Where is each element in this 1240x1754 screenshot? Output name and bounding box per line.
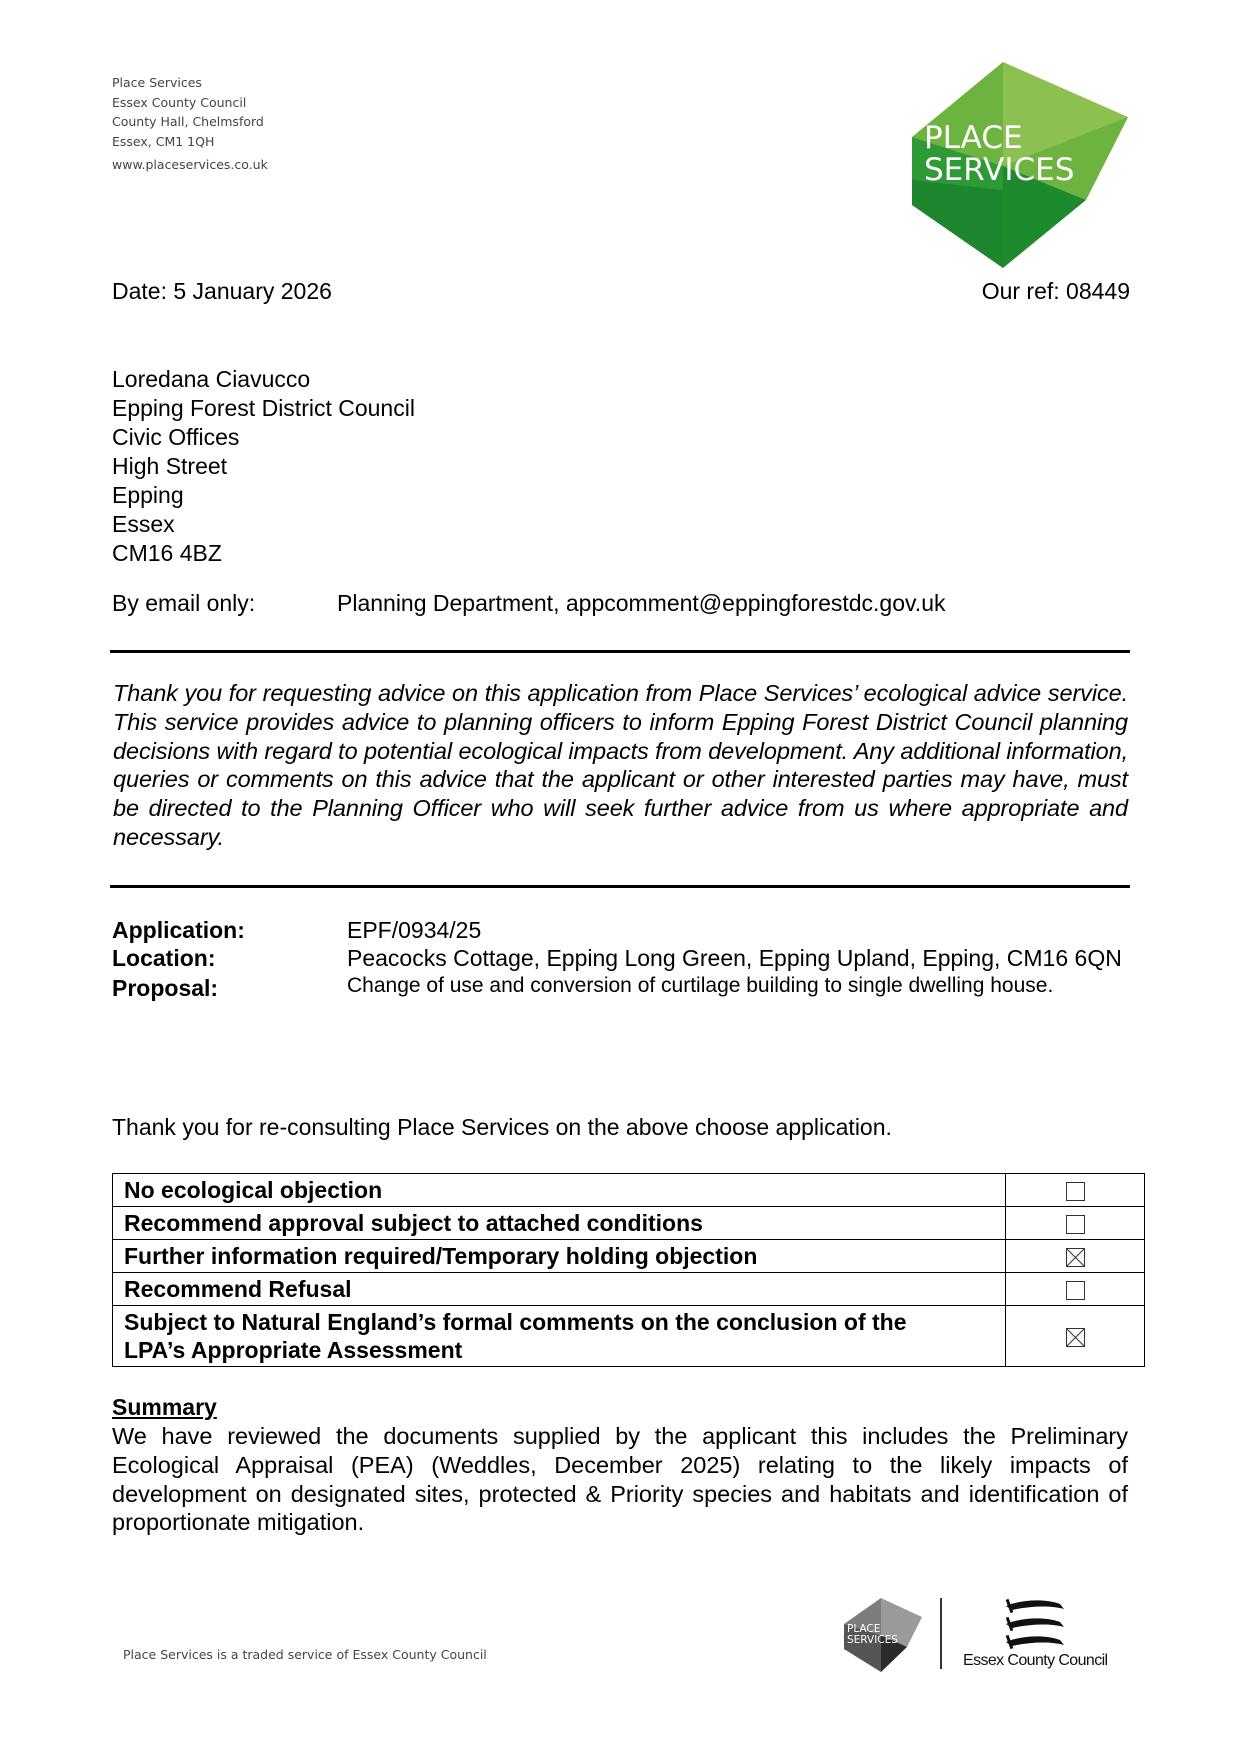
option-label: Further information required/Temporary holding objection (113, 1240, 1006, 1273)
place-services-logo (908, 60, 1130, 272)
sender-line: County Hall, Chelmsford (112, 114, 264, 129)
recipient-line: Civic Offices (112, 424, 240, 450)
table-row (113, 1273, 1145, 1306)
option-checkbox-cell (1006, 1273, 1145, 1306)
letter-date: Date: 5 January 2026 (112, 278, 332, 304)
detail-value: Change of use and conversion of curtilage building to single dwelling house. (347, 974, 1054, 997)
table-row (113, 1207, 1145, 1240)
proposal-row (112, 972, 1132, 1002)
option-checkbox-cell (1006, 1240, 1145, 1273)
checkbox-unchecked[interactable] (1066, 1182, 1085, 1201)
recipient-line: CM16 4BZ (112, 540, 222, 566)
sender-line: Essex, CM1 1QH (112, 133, 215, 149)
recipient-line: Loredana Ciavucco (112, 366, 311, 392)
summary-heading: Summary (112, 1394, 217, 1420)
email-recipient-link[interactable]: Planning Department, appcomment@eppingforestdc.gov.uk (337, 590, 946, 616)
recipient-line: Epping (112, 482, 184, 508)
essex-county-council-logo-text: Essex County Council (963, 1652, 1108, 1669)
detail-value: Peacocks Cottage, Epping Long Green, Epping Upland, Epping, CM16 6QN (347, 945, 1122, 971)
footer-logo-text-line1: PLACE (847, 1623, 881, 1635)
table-row (113, 1174, 1145, 1207)
option-label: Recommend Refusal (113, 1273, 1006, 1306)
recipient-line: Epping Forest District Council (112, 395, 415, 421)
detail-label: Location: (112, 945, 216, 971)
footer-logo-text-line2: SERVICES (847, 1634, 898, 1646)
sender-line: Essex County Council (112, 94, 247, 110)
recommendation-table (112, 1173, 1145, 1367)
recipient-address (112, 365, 415, 568)
option-label: Subject to Natural England’s formal comments on the conclusion of the LPA’s Appropriate Assessment (113, 1306, 1006, 1367)
sender-address (112, 73, 268, 175)
email-label: By email only: (112, 590, 256, 616)
recipient-line: High Street (112, 453, 228, 479)
logo-text-line2: SERVICES (924, 152, 1075, 188)
seax-blades (1006, 1599, 1064, 1649)
detail-label: Proposal: (112, 975, 219, 1001)
our-reference: Our ref: 08449 (981, 278, 1130, 304)
option-checkbox-cell (1006, 1306, 1145, 1367)
checkbox-unchecked[interactable] (1066, 1281, 1085, 1300)
reconsult-text: Thank you for re-consulting Place Services on the above choose application. (112, 1114, 892, 1140)
logo-facet-shadow (912, 180, 1003, 268)
detail-value: EPF/0934/25 (347, 917, 482, 943)
x-mark-icon (1067, 1249, 1084, 1266)
table-row (113, 1306, 1145, 1367)
footer-text: Place Services is a traded service of Essex County Council (123, 1647, 487, 1662)
divider-rule (110, 650, 1130, 653)
option-checkbox-cell (1006, 1174, 1145, 1207)
location-row (112, 944, 1132, 972)
sender-website-link[interactable]: www.placeservices.co.uk (112, 157, 268, 172)
checkbox-checked[interactable] (1066, 1248, 1085, 1267)
summary-paragraph: We have reviewed the documents supplied by the applicant this includes the Preliminary Ecological Appraisal (PEA) (Weddles, December 2025) relating to the likely impacts of development on designated sites, protected & Priority species and habitats and identification of proportionate mitigation. (112, 1423, 1128, 1536)
application-details (112, 916, 1132, 1002)
essex-seaxes-crest-icon (1000, 1594, 1070, 1650)
place-services-footer-logo (843, 1597, 923, 1673)
x-mark-icon (1067, 1329, 1084, 1346)
recipient-line: Essex (112, 511, 175, 537)
option-checkbox-cell (1006, 1207, 1145, 1240)
divider-rule (110, 885, 1130, 888)
application-row (112, 916, 1132, 944)
checkbox-checked[interactable] (1066, 1328, 1085, 1347)
logo-text-line1: PLACE (924, 120, 1023, 156)
footer-divider (940, 1598, 942, 1669)
table-row (113, 1240, 1145, 1273)
detail-label: Application: (112, 917, 245, 943)
option-label: Recommend approval subject to attached conditions (113, 1207, 1006, 1240)
intro-paragraph: Thank you for requesting advice on this application from Place Services’ ecological advice service. This service provides advice to planning officers to inform Epping Forest District Council planning decisions with regard to potential ecological impacts from development. Any additional information, queries or comments on this advice that the applicant or other interested parties may have, must be directed to the Planning Officer who will seek further advice from us where appropriate and necessary. (113, 680, 1128, 850)
sender-line: Place Services (112, 75, 202, 90)
checkbox-unchecked[interactable] (1066, 1215, 1085, 1234)
option-label: No ecological objection (113, 1174, 1006, 1207)
